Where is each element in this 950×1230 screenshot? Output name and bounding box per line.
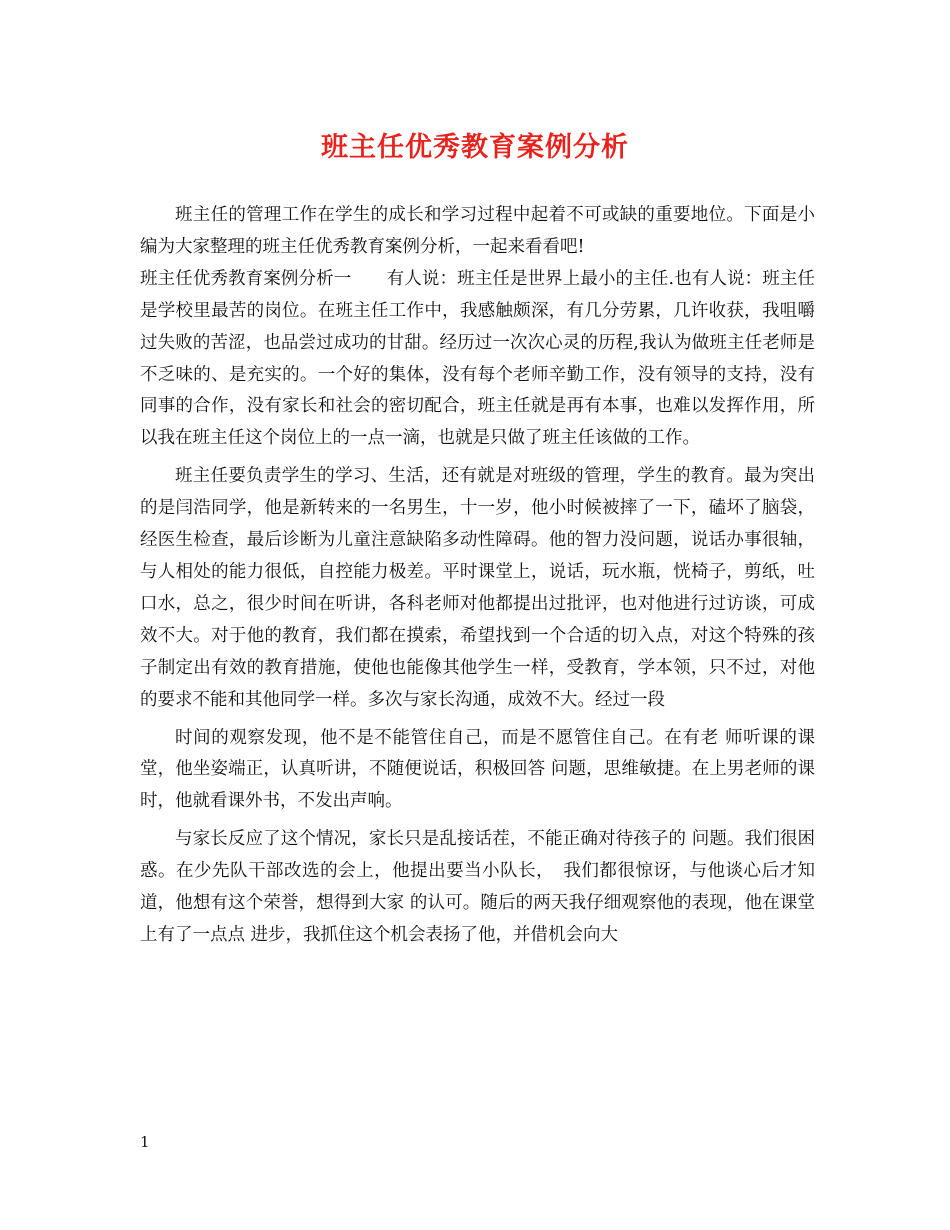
paragraph-intro: 班主任的管理工作在学生的成长和学习过程中起着不可或缺的重要地位。下面是小编为大家整理的班主任优秀教育案例分析，一起来看看吧! xyxy=(140,205,815,257)
paragraph-case-one: 班主任优秀教育案例分析一 有人说：班主任是世界上最小的主任.也有人说：班主任是学校里最苦的岗位。在班主任工作中，我感触颇深，有几分劳累，几许收获，我咀嚼过失败的苦涩，也品尝过成功的甘甜。经历过一次次心灵的历程,我认为做班主任老师是不乏味的、是充实的。一个好的集体，没有每个老师辛勤工作，没有领导的支持，没有同事的合作，没有家长和社会的密切配合，班主任就是再有本事，也难以发挥作用，所以我在班主任这个岗位上的一点一滴，也就是只做了班主任该做的工作。 xyxy=(140,268,815,449)
paragraph-student-description: 班主任要负责学生的学习、生活，还有就是对班级的管理，学生的教育。最为突出的是闫浩同学，他是新转来的一名男生，十一岁，他小时候被摔了一下，磕坏了脑袋，经医生检查，最后诊断为儿童注意缺陷多动性障碍。他的智力没问题，说话办事很轴，与人相处的能力很低，自控能力极差。平时课堂上，说话，玩水瓶，恍椅子，剪纸，吐口水，总之，很少时间在听讲，各科老师对他都提出过批评，也对他进行过访谈，可成效不大。对于他的教育，我们都在摸索，希望找到一个合适的切入点，对这个特殊的孩子制定出有效的教育措施，使他也能像其他学生一样，受教育，学本领，只不过，对他的要求不能和其他同学一样。多次与家长沟通，成效不大。经过一段 xyxy=(140,466,815,710)
paragraph-observation: 时间的观察发现，他不是不能管住自己，而是不愿管住自己。在有老 师听课的课堂，他坐姿端正，认真听讲，不随便说话，积极回答 问题，思维敏捷。在上男老师的课时，他就看课外书，不发出声响。 xyxy=(140,727,815,812)
page-number: 1 xyxy=(140,1133,150,1151)
paragraph-parent-contact: 与家长反应了这个情况，家长只是乱接话茬，不能正确对待孩子的 问题。我们很困惑。在少先队干部改选的会上，他提出要当小队长， 我们都很惊讶，与他谈心后才知道，他想有这个荣誉，想得到大家 的认可。随后的两天我仔细观察他的表现，他在课堂上有了一点点 进步，我抓住这个机会表扬了他，并借机会向大 xyxy=(140,829,815,945)
document-body xyxy=(140,200,815,952)
document-title: 班主任优秀教育案例分析 xyxy=(321,132,629,163)
